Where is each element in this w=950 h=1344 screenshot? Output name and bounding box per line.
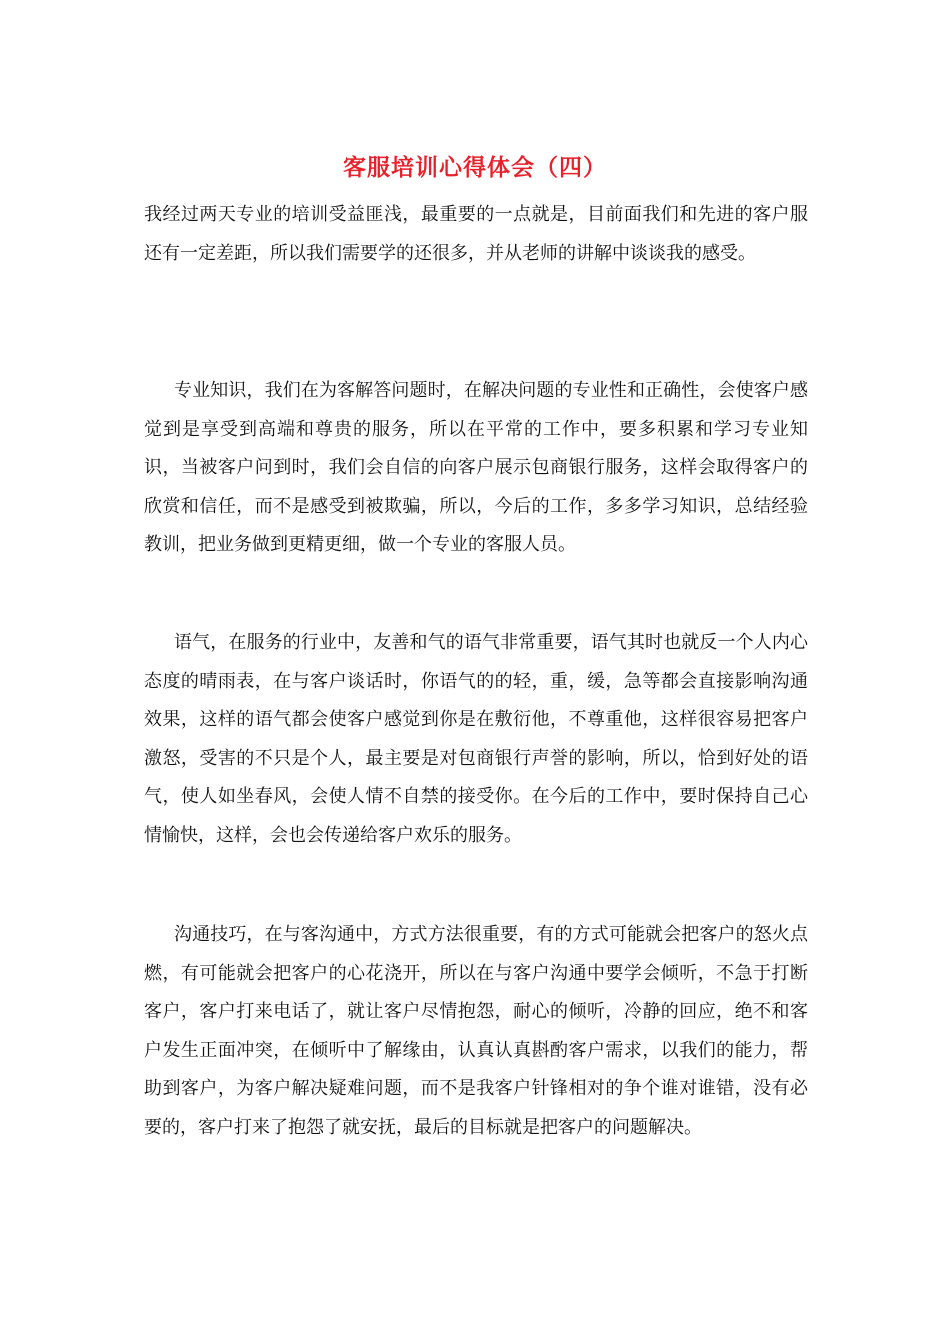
document-title: 客服培训心得体会（四）	[343, 154, 607, 181]
paragraph-professional-knowledge: 专业知识，我们在为客解答问题时，在解决问题的专业性和正确性，会使客户感觉到是享受到高端和尊贵的服务，所以在平常的工作中，要多积累和学习专业知识，当被客户问到时，我们会自信的向客户展示包商银行服务，这样会取得客户的欣赏和信任，而不是感受到被欺骗，所以，今后的工作，多多学习知识，总结经验教训，把业务做到更精更细，做一个专业的客服人员。	[144, 380, 808, 555]
paragraph-communication-skills: 沟通技巧，在与客沟通中，方式方法很重要，有的方式可能就会把客户的怒火点燃，有可能就会把客户的心花浇开，所以在与客户沟通中要学会倾听，不急于打断客户，客户打来电话了，就让客户尽情抱怨，耐心的倾听，冷静的回应，绝不和客户发生正面冲突，在倾听中了解缘由，认真认真斟酌客户需求，以我们的能力，帮助到客户，为客户解决疑难问题，而不是我客户针锋相对的争个谁对谁错，没有必要的，客户打来了抱怨了就安抚，最后的目标就是把客户的问题解决。	[144, 924, 808, 1138]
paragraph-intro: 我经过两天专业的培训受益匪浅，最重要的一点就是，目前面我们和先进的客户服还有一定差距，所以我们需要学的还很多，并从老师的讲解中谈谈我的感受。	[144, 204, 808, 264]
paragraph-tone: 语气，在服务的行业中，友善和气的语气非常重要，语气其时也就反一个人内心态度的晴雨表，在与客户谈话时，你语气的的轻，重，缓，急等都会直接影响沟通效果，这样的语气都会使客户感觉到你是在敷衍他，不尊重他，这样很容易把客户激怒，受害的不只是个人，最主要是对包商银行声誉的影响，所以，恰到好处的语气，使人如坐春风，会使人情不自禁的接受你。在今后的工作中，要时保持自己心情愉快，这样，会也会传递给客户欢乐的服务。	[144, 632, 808, 846]
